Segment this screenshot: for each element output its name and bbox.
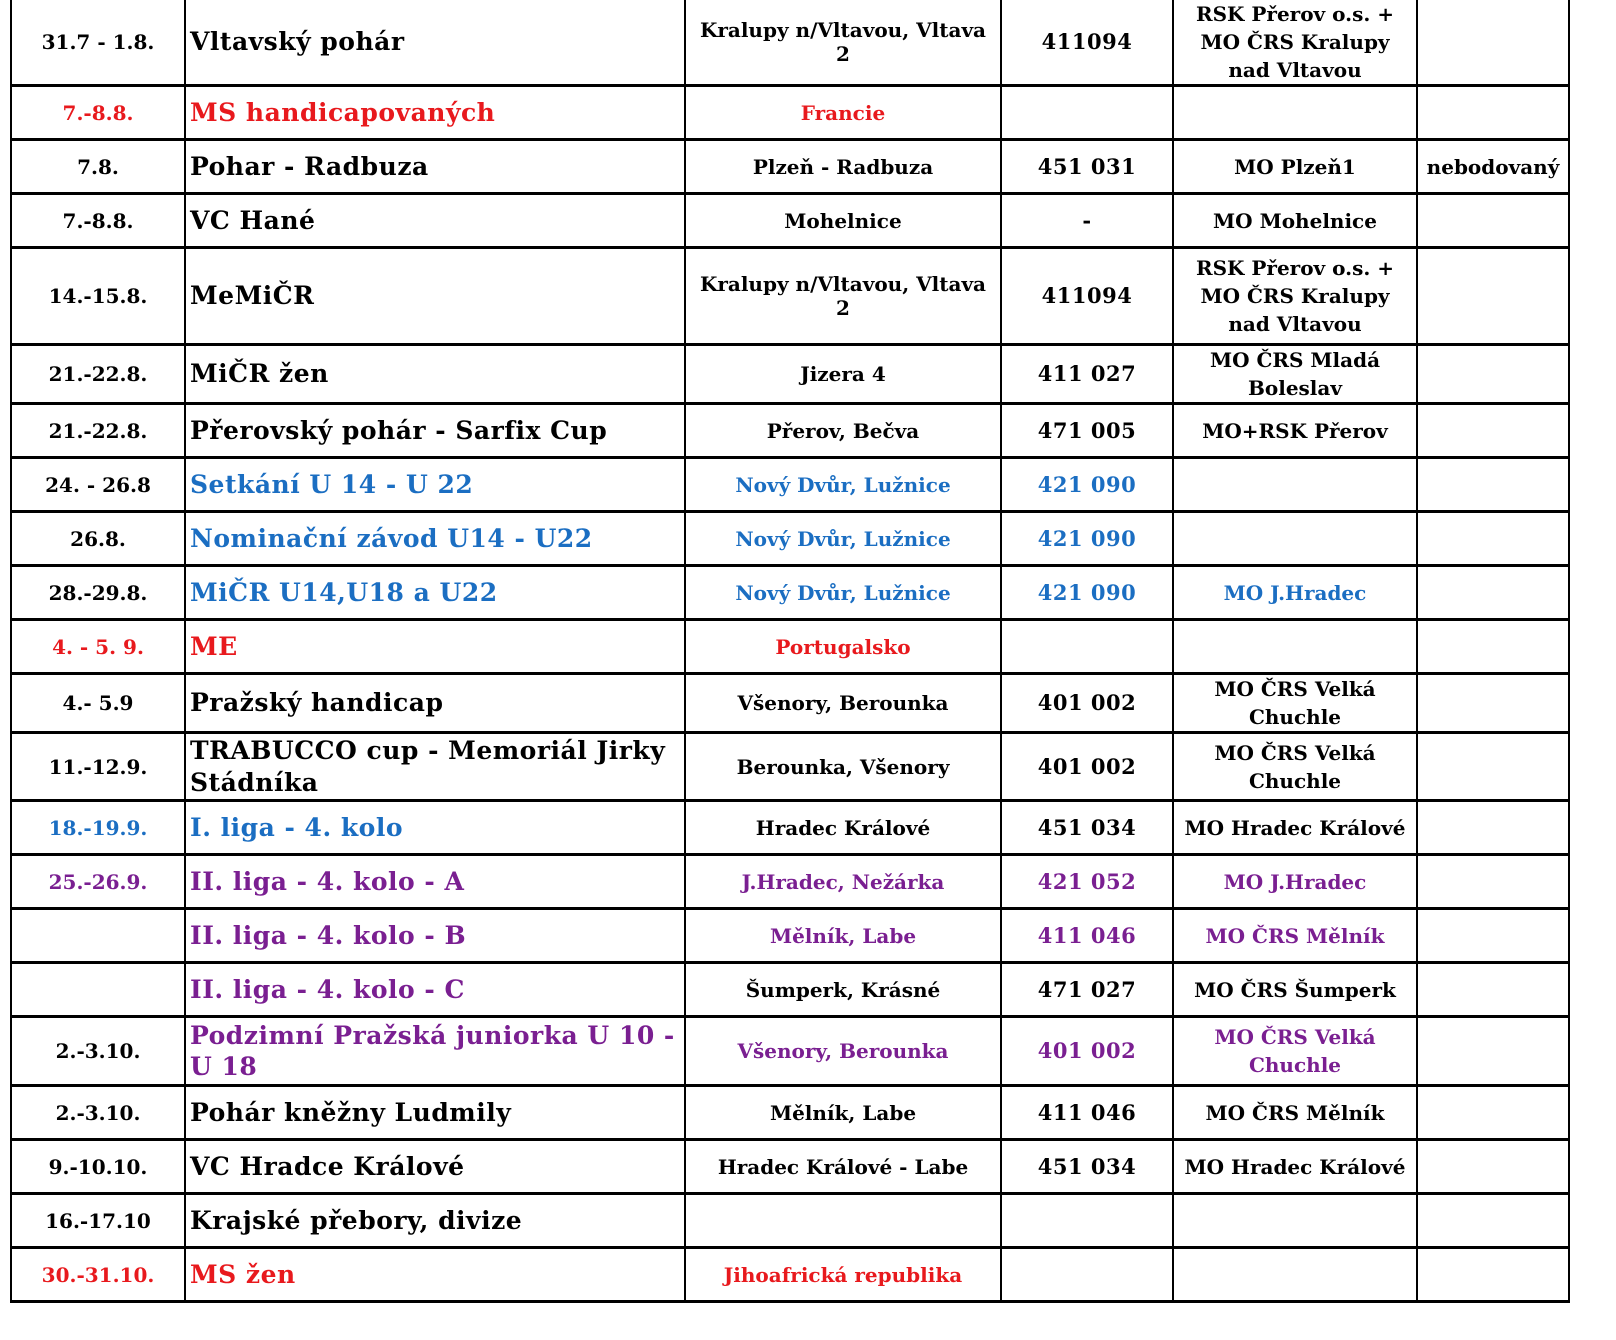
event-name-cell: MiČR U14,U18 a U22 [185,566,685,620]
note-cell [1417,733,1569,801]
venue-code-cell: 451 034 [1001,1140,1173,1194]
event-name-cell: MS žen [185,1248,685,1302]
venue-code-cell: 471 027 [1001,963,1173,1017]
venue-cell: Nový Dvůr, Lužnice [685,458,1001,512]
note-cell [1417,345,1569,404]
table-row [11,345,1569,404]
table-row [11,248,1569,345]
date-cell: 14.-15.8. [11,248,185,345]
venue-cell: Nový Dvůr, Lužnice [685,512,1001,566]
venue-code-cell: 411 046 [1001,909,1173,963]
event-name-cell: VC Hané [185,194,685,248]
event-name-cell: II. liga - 4. kolo - C [185,963,685,1017]
table-row [11,1194,1569,1248]
event-name-cell: ME [185,620,685,674]
venue-cell: Mělník, Labe [685,1086,1001,1140]
date-cell [11,963,185,1017]
organizer-cell: MO ČRS Šumperk [1173,963,1417,1017]
venue-cell: Šumperk, Krásné [685,963,1001,1017]
organizer-cell: MO Plzeň1 [1173,140,1417,194]
event-name-cell: Setkání U 14 - U 22 [185,458,685,512]
event-name-cell: Vltavský pohár [185,0,685,86]
event-name-cell: MiČR žen [185,345,685,404]
date-cell: 18.-19.9. [11,801,185,855]
date-cell: 11.-12.9. [11,733,185,801]
venue-cell: J.Hradec, Nežárka [685,855,1001,909]
note-cell [1417,248,1569,345]
event-name-cell: VC Hradce Králové [185,1140,685,1194]
note-cell [1417,1086,1569,1140]
organizer-cell: MO ČRS Mladá Boleslav [1173,345,1417,404]
venue-cell: Všenory, Berounka [685,1017,1001,1086]
event-name-cell: Pohar - Radbuza [185,140,685,194]
date-cell: 4.- 5.9 [11,674,185,733]
date-cell: 30.-31.10. [11,1248,185,1302]
event-name-cell: Pražský handicap [185,674,685,733]
venue-code-cell: 401 002 [1001,1017,1173,1086]
organizer-cell: MO+RSK Přerov [1173,404,1417,458]
event-name-cell: TRABUCCO cup - Memoriál Jirky Stádníka [185,733,685,801]
venue-code-cell: 421 052 [1001,855,1173,909]
venue-cell: Kralupy n/Vltavou, Vltava 2 [685,0,1001,86]
table-row [11,458,1569,512]
table-row [11,801,1569,855]
note-cell [1417,86,1569,140]
table-row [11,1140,1569,1194]
venue-code-cell [1001,1248,1173,1302]
table-row [11,855,1569,909]
organizer-cell [1173,620,1417,674]
note-cell [1417,801,1569,855]
date-cell: 7.-8.8. [11,86,185,140]
event-name-cell: Pohár kněžny Ludmily [185,1086,685,1140]
date-cell: 7.-8.8. [11,194,185,248]
venue-code-cell [1001,1194,1173,1248]
venue-code-cell: 401 002 [1001,674,1173,733]
note-cell [1417,1248,1569,1302]
organizer-cell: MO ČRS Mělník [1173,1086,1417,1140]
date-cell: 21.-22.8. [11,404,185,458]
note-cell [1417,404,1569,458]
table-row [11,194,1569,248]
venue-code-cell: 451 031 [1001,140,1173,194]
date-cell: 31.7 - 1.8. [11,0,185,86]
date-cell: 2.-3.10. [11,1017,185,1086]
event-name-cell: I. liga - 4. kolo [185,801,685,855]
note-cell [1417,1140,1569,1194]
venue-code-cell: 421 090 [1001,566,1173,620]
date-cell: 28.-29.8. [11,566,185,620]
table-row [11,404,1569,458]
note-cell [1417,855,1569,909]
organizer-cell: MO ČRS Velká Chuchle [1173,733,1417,801]
date-cell: 7.8. [11,140,185,194]
organizer-cell [1173,86,1417,140]
table-row [11,1017,1569,1086]
organizer-cell: MO Mohelnice [1173,194,1417,248]
note-cell [1417,0,1569,86]
organizer-cell: MO J.Hradec [1173,566,1417,620]
organizer-cell: RSK Přerov o.s. + MO ČRS Kralupy nad Vltavou [1173,248,1417,345]
organizer-cell [1173,1248,1417,1302]
event-name-cell: Nominační závod U14 - U22 [185,512,685,566]
venue-code-cell: 421 090 [1001,458,1173,512]
organizer-cell: MO ČRS Velká Chuchle [1173,674,1417,733]
venue-code-cell: 411 046 [1001,1086,1173,1140]
table-row [11,512,1569,566]
table-row [11,1086,1569,1140]
organizer-cell: MO Hradec Králové [1173,1140,1417,1194]
note-cell [1417,620,1569,674]
event-name-cell: Přerovský pohár - Sarfix Cup [185,404,685,458]
note-cell [1417,1017,1569,1086]
venue-cell: Přerov, Bečva [685,404,1001,458]
venue-cell: Francie [685,86,1001,140]
note-cell [1417,512,1569,566]
event-name-cell: II. liga - 4. kolo - B [185,909,685,963]
note-cell [1417,674,1569,733]
table-row [11,909,1569,963]
event-name-cell: Krajské přebory, divize [185,1194,685,1248]
table-row [11,86,1569,140]
table-row [11,566,1569,620]
competition-schedule-table [10,0,1570,1303]
venue-code-cell: 421 090 [1001,512,1173,566]
note-cell [1417,963,1569,1017]
organizer-cell: MO ČRS Mělník [1173,909,1417,963]
note-cell [1417,1194,1569,1248]
table-row [11,1248,1569,1302]
note-cell [1417,458,1569,512]
venue-code-cell: 411094 [1001,0,1173,86]
event-name-cell: Podzimní Pražská juniorka U 10 - U 18 [185,1017,685,1086]
organizer-cell [1173,1194,1417,1248]
venue-code-cell [1001,86,1173,140]
date-cell: 24. - 26.8 [11,458,185,512]
note-cell [1417,194,1569,248]
venue-code-cell: 411 027 [1001,345,1173,404]
organizer-cell: MO J.Hradec [1173,855,1417,909]
table-row [11,733,1569,801]
venue-cell: Všenory, Berounka [685,674,1001,733]
note-cell: nebodovaný [1417,140,1569,194]
venue-cell: Mohelnice [685,194,1001,248]
table-row [11,620,1569,674]
date-cell: 2.-3.10. [11,1086,185,1140]
note-cell [1417,566,1569,620]
organizer-cell [1173,458,1417,512]
venue-cell: Plzeň - Radbuza [685,140,1001,194]
venue-code-cell [1001,620,1173,674]
venue-cell: Mělník, Labe [685,909,1001,963]
organizer-cell: MO ČRS Velká Chuchle [1173,1017,1417,1086]
venue-cell: Kralupy n/Vltavou, Vltava 2 [685,248,1001,345]
venue-code-cell: 451 034 [1001,801,1173,855]
organizer-cell: RSK Přerov o.s. + MO ČRS Kralupy nad Vltavou [1173,0,1417,86]
venue-cell: Berounka, Všenory [685,733,1001,801]
venue-cell: Hradec Králové - Labe [685,1140,1001,1194]
date-cell: 25.-26.9. [11,855,185,909]
venue-cell: Nový Dvůr, Lužnice [685,566,1001,620]
date-cell: 9.-10.10. [11,1140,185,1194]
venue-code-cell: 411094 [1001,248,1173,345]
venue-cell: Jihoafrická republika [685,1248,1001,1302]
venue-cell: Hradec Králové [685,801,1001,855]
organizer-cell: MO Hradec Králové [1173,801,1417,855]
table-row [11,963,1569,1017]
venue-cell: Portugalsko [685,620,1001,674]
date-cell [11,909,185,963]
date-cell: 4. - 5. 9. [11,620,185,674]
venue-cell [685,1194,1001,1248]
venue-cell: Jizera 4 [685,345,1001,404]
venue-code-cell: 401 002 [1001,733,1173,801]
organizer-cell [1173,512,1417,566]
table-row [11,140,1569,194]
event-name-cell: II. liga - 4. kolo - A [185,855,685,909]
table-row [11,0,1569,86]
note-cell [1417,909,1569,963]
table-row [11,674,1569,733]
event-name-cell: MeMiČR [185,248,685,345]
venue-code-cell: - [1001,194,1173,248]
date-cell: 16.-17.10 [11,1194,185,1248]
date-cell: 21.-22.8. [11,345,185,404]
date-cell: 26.8. [11,512,185,566]
venue-code-cell: 471 005 [1001,404,1173,458]
schedule-rows [11,0,1569,1302]
event-name-cell: MS handicapovaných [185,86,685,140]
